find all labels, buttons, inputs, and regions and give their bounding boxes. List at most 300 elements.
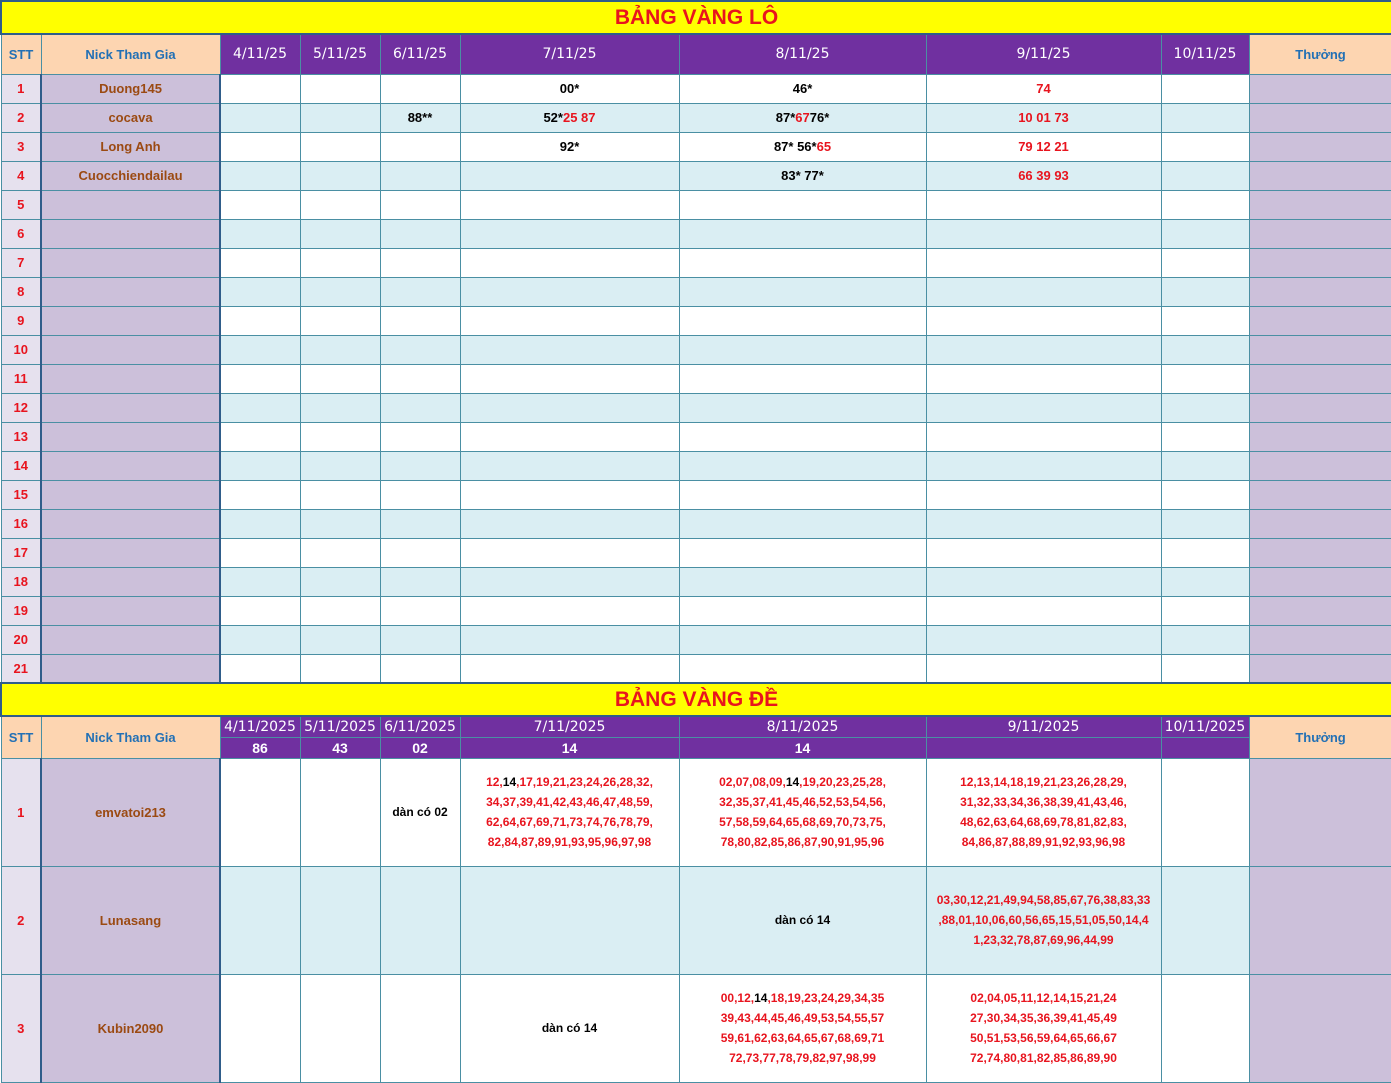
row-stt: 11	[1, 364, 41, 393]
date-cell	[220, 974, 300, 1082]
lo-header-date: 5/11/25	[300, 34, 380, 74]
cell-number-text: 87* 56*	[773, 139, 817, 154]
date-cell	[1161, 596, 1249, 625]
date-cell	[679, 654, 926, 683]
date-cell	[1161, 422, 1249, 451]
date-cell	[300, 335, 380, 364]
table-row	[1, 248, 1391, 277]
date-cell	[380, 103, 460, 132]
date-cell	[380, 866, 460, 974]
date-cell	[380, 974, 460, 1082]
date-cell	[460, 335, 679, 364]
cell-number-text: 59,61,62,63,64,65,67,68,69,71	[720, 1031, 885, 1045]
row-stt: 1	[1, 74, 41, 103]
row-thuong	[1249, 974, 1391, 1082]
date-cell	[460, 74, 679, 103]
date-cell	[679, 335, 926, 364]
cell-number-text: 84,86,87,88,89,91,92,93,96,98	[961, 835, 1126, 849]
date-cell	[926, 480, 1161, 509]
row-stt: 15	[1, 480, 41, 509]
row-thuong	[1249, 451, 1391, 480]
date-cell	[679, 538, 926, 567]
row-thuong	[1249, 625, 1391, 654]
lo-header-date: 9/11/25	[926, 34, 1161, 74]
date-cell	[679, 393, 926, 422]
date-cell	[926, 190, 1161, 219]
date-cell	[679, 480, 926, 509]
row-stt: 6	[1, 219, 41, 248]
cell-number-text: 39,43,44,45,46,49,53,54,55,57	[720, 1011, 885, 1025]
date-cell	[460, 866, 679, 974]
row-stt: 12	[1, 393, 41, 422]
date-cell	[380, 393, 460, 422]
date-cell	[679, 132, 926, 161]
cell-number-text: 02,07,08,09,	[719, 775, 786, 789]
date-cell	[679, 866, 926, 974]
bang-vang-de-table	[0, 682, 1391, 1083]
date-cell	[220, 538, 300, 567]
cell-number-text: 00,12,	[720, 991, 755, 1005]
row-thuong	[1249, 509, 1391, 538]
de-header-stt: STT	[1, 716, 41, 758]
date-cell	[460, 654, 679, 683]
lo-header-date: 8/11/25	[679, 34, 926, 74]
row-nick	[41, 335, 220, 364]
row-thuong	[1249, 335, 1391, 364]
date-cell	[460, 480, 679, 509]
row-thuong	[1249, 567, 1391, 596]
cell-number-text: 14	[502, 775, 517, 789]
date-cell	[1161, 364, 1249, 393]
date-cell	[380, 625, 460, 654]
date-cell	[300, 974, 380, 1082]
row-nick	[41, 480, 220, 509]
date-cell	[926, 974, 1161, 1082]
date-cell	[1161, 161, 1249, 190]
date-cell	[679, 306, 926, 335]
row-thuong	[1249, 219, 1391, 248]
date-cell	[380, 451, 460, 480]
date-cell	[380, 277, 460, 306]
row-nick	[41, 509, 220, 538]
table-row	[1, 654, 1391, 683]
row-thuong	[1249, 422, 1391, 451]
date-cell	[380, 538, 460, 567]
date-cell	[926, 538, 1161, 567]
date-cell	[300, 866, 380, 974]
row-nick	[41, 625, 220, 654]
date-cell	[380, 567, 460, 596]
cell-number-text: 34,37,39,41,42,43,46,47,48,59,	[486, 795, 653, 809]
table-row	[1, 596, 1391, 625]
cell-number-text: 87*	[775, 110, 796, 125]
de-result: 14	[460, 737, 679, 758]
date-cell	[1161, 277, 1249, 306]
date-cell	[380, 248, 460, 277]
cell-number-text: ,88,01,10,06,60,56,65,15,51,05,50,14,4	[938, 913, 1149, 927]
date-cell	[380, 161, 460, 190]
date-cell	[220, 219, 300, 248]
row-nick: Kubin2090	[41, 974, 220, 1082]
date-cell	[679, 509, 926, 538]
date-cell	[679, 625, 926, 654]
lo-header-date: 6/11/25	[380, 34, 460, 74]
date-cell	[300, 190, 380, 219]
date-cell	[679, 451, 926, 480]
cell-number-text: dàn có 14	[541, 1021, 598, 1035]
date-cell	[926, 422, 1161, 451]
row-stt: 1	[1, 758, 41, 866]
date-cell	[300, 758, 380, 866]
date-cell	[380, 596, 460, 625]
table-row	[1, 219, 1391, 248]
date-cell	[926, 132, 1161, 161]
row-stt: 16	[1, 509, 41, 538]
date-cell	[220, 451, 300, 480]
date-cell	[220, 567, 300, 596]
row-stt: 8	[1, 277, 41, 306]
table-row	[1, 190, 1391, 219]
date-cell	[679, 103, 926, 132]
date-cell	[460, 277, 679, 306]
cell-number-text: 76*	[809, 110, 830, 125]
date-cell	[220, 422, 300, 451]
date-cell	[380, 364, 460, 393]
date-cell	[679, 190, 926, 219]
date-cell	[300, 161, 380, 190]
de-header-date: 10/11/2025	[1161, 716, 1249, 737]
de-header-date: 8/11/2025	[679, 716, 926, 737]
cell-number-text: 92*	[559, 139, 580, 154]
table-row	[1, 277, 1391, 306]
date-cell	[300, 625, 380, 654]
date-cell	[926, 306, 1161, 335]
cell-number-text: 62,64,67,69,71,73,74,76,78,79,	[486, 815, 653, 829]
cell-number-text: 82,84,87,89,91,93,95,96,97,98	[487, 835, 652, 849]
date-cell	[460, 190, 679, 219]
date-cell	[300, 596, 380, 625]
table-row	[1, 306, 1391, 335]
date-cell	[300, 74, 380, 103]
cell-number-text: ,18,19,23,24,29,34,35	[767, 991, 885, 1005]
row-nick	[41, 306, 220, 335]
cell-number-text: 66 39 93	[1018, 168, 1069, 183]
row-thuong	[1249, 103, 1391, 132]
row-nick	[41, 393, 220, 422]
date-cell	[926, 758, 1161, 866]
date-cell	[460, 538, 679, 567]
de-title: BẢNG VÀNG ĐỀ	[1, 683, 1391, 716]
date-cell	[1161, 974, 1249, 1082]
date-cell	[220, 654, 300, 683]
date-cell	[460, 103, 679, 132]
date-cell	[220, 248, 300, 277]
date-cell	[926, 393, 1161, 422]
date-cell	[926, 654, 1161, 683]
date-cell	[460, 567, 679, 596]
cell-number-text: 57,58,59,64,65,68,69,70,73,75,	[719, 815, 886, 829]
row-nick	[41, 654, 220, 683]
date-cell	[1161, 866, 1249, 974]
row-nick	[41, 422, 220, 451]
date-cell	[300, 132, 380, 161]
row-nick	[41, 277, 220, 306]
date-cell	[300, 509, 380, 538]
date-cell	[679, 567, 926, 596]
lo-header-thuong: Thưởng	[1249, 34, 1391, 74]
row-thuong	[1249, 161, 1391, 190]
date-cell	[300, 422, 380, 451]
cell-number-text: 83* 77*	[781, 168, 824, 183]
date-cell	[926, 277, 1161, 306]
date-cell	[460, 509, 679, 538]
row-stt: 17	[1, 538, 41, 567]
de-header-date: 7/11/2025	[460, 716, 679, 737]
date-cell	[460, 364, 679, 393]
row-stt: 7	[1, 248, 41, 277]
date-cell	[460, 248, 679, 277]
row-stt: 13	[1, 422, 41, 451]
de-header-date: 5/11/2025	[300, 716, 380, 737]
row-thuong	[1249, 306, 1391, 335]
table-row	[1, 335, 1391, 364]
table-row	[1, 974, 1391, 1082]
date-cell	[220, 625, 300, 654]
cell-number-text: 74	[1036, 81, 1051, 96]
date-cell	[380, 190, 460, 219]
date-cell	[1161, 248, 1249, 277]
date-cell	[679, 596, 926, 625]
cell-number-text: 10 01 73	[1018, 110, 1069, 125]
cell-number-text: 1,23,32,78,87,69,96,44,99	[973, 933, 1114, 947]
date-cell	[1161, 335, 1249, 364]
table-row	[1, 451, 1391, 480]
row-thuong	[1249, 866, 1391, 974]
cell-number-text: 88**	[407, 110, 433, 125]
date-cell	[1161, 567, 1249, 596]
row-stt: 21	[1, 654, 41, 683]
date-cell	[1161, 625, 1249, 654]
date-cell	[380, 335, 460, 364]
table-row	[1, 758, 1391, 866]
row-stt: 5	[1, 190, 41, 219]
date-cell	[300, 277, 380, 306]
date-cell	[926, 625, 1161, 654]
row-stt: 10	[1, 335, 41, 364]
row-nick	[41, 538, 220, 567]
de-header-date: 9/11/2025	[926, 716, 1161, 737]
date-cell	[926, 103, 1161, 132]
date-cell	[1161, 451, 1249, 480]
date-cell	[679, 422, 926, 451]
de-result: 14	[679, 737, 926, 758]
date-cell	[460, 625, 679, 654]
date-cell	[679, 219, 926, 248]
lo-header-date: 10/11/25	[1161, 34, 1249, 74]
date-cell	[926, 74, 1161, 103]
row-thuong	[1249, 248, 1391, 277]
date-cell	[460, 132, 679, 161]
date-cell	[220, 335, 300, 364]
row-thuong	[1249, 480, 1391, 509]
row-thuong	[1249, 277, 1391, 306]
table-row	[1, 509, 1391, 538]
date-cell	[460, 393, 679, 422]
de-header-date: 4/11/2025	[220, 716, 300, 737]
date-cell	[460, 974, 679, 1082]
cell-number-text: 48,62,63,64,68,69,78,81,82,83,	[960, 815, 1127, 829]
cell-number-text: 02,04,05,11,12,14,15,21,24	[970, 991, 1117, 1005]
date-cell	[300, 538, 380, 567]
date-cell	[220, 132, 300, 161]
date-cell	[460, 596, 679, 625]
cell-number-text: 72,74,80,81,82,85,86,89,90	[970, 1051, 1117, 1065]
row-nick: cocava	[41, 103, 220, 132]
date-cell	[679, 974, 926, 1082]
row-stt: 14	[1, 451, 41, 480]
date-cell	[679, 758, 926, 866]
row-stt: 2	[1, 103, 41, 132]
date-cell	[220, 306, 300, 335]
row-nick	[41, 567, 220, 596]
date-cell	[1161, 219, 1249, 248]
date-cell	[300, 654, 380, 683]
date-cell	[220, 758, 300, 866]
row-thuong	[1249, 364, 1391, 393]
row-stt: 3	[1, 974, 41, 1082]
date-cell	[220, 393, 300, 422]
date-cell	[679, 161, 926, 190]
row-nick	[41, 219, 220, 248]
date-cell	[460, 306, 679, 335]
row-stt: 20	[1, 625, 41, 654]
cell-number-text: 14	[785, 775, 800, 789]
cell-number-text: 12,13,14,18,19,21,23,26,28,29,	[960, 775, 1127, 789]
row-stt: 4	[1, 161, 41, 190]
date-cell	[1161, 758, 1249, 866]
date-cell	[1161, 74, 1249, 103]
de-header-thuong: Thưởng	[1249, 716, 1391, 758]
lo-header-nick: Nick Tham Gia	[41, 34, 220, 74]
de-result: 43	[300, 737, 380, 758]
date-cell	[220, 480, 300, 509]
date-cell	[1161, 393, 1249, 422]
date-cell	[220, 161, 300, 190]
cell-number-text: 50,51,53,56,59,64,65,66,67	[970, 1031, 1117, 1045]
date-cell	[220, 866, 300, 974]
date-cell	[1161, 306, 1249, 335]
date-cell	[460, 758, 679, 866]
lo-header-date: 7/11/25	[460, 34, 679, 74]
date-cell	[300, 219, 380, 248]
cell-number-text: ,17,19,21,23,24,26,28,32,	[516, 775, 653, 789]
de-result	[926, 737, 1161, 758]
date-cell	[460, 451, 679, 480]
de-result	[1161, 737, 1249, 758]
date-cell	[220, 277, 300, 306]
date-cell	[1161, 654, 1249, 683]
row-stt: 18	[1, 567, 41, 596]
date-cell	[1161, 509, 1249, 538]
cell-number-text: 14	[754, 991, 768, 1005]
date-cell	[220, 364, 300, 393]
lo-title: BẢNG VÀNG LÔ	[1, 1, 1391, 34]
cell-number-text: 65	[816, 139, 832, 154]
date-cell	[300, 103, 380, 132]
row-nick	[41, 451, 220, 480]
row-nick: Long Anh	[41, 132, 220, 161]
date-cell	[300, 306, 380, 335]
date-cell	[679, 277, 926, 306]
date-cell	[220, 74, 300, 103]
cell-number-text: ,19,20,23,25,28,	[799, 775, 886, 789]
table-row	[1, 480, 1391, 509]
date-cell	[380, 132, 460, 161]
date-cell	[300, 364, 380, 393]
date-cell	[926, 567, 1161, 596]
date-cell	[300, 567, 380, 596]
date-cell	[1161, 480, 1249, 509]
table-row	[1, 422, 1391, 451]
date-cell	[300, 451, 380, 480]
date-cell	[926, 161, 1161, 190]
cell-number-text: 25 87	[562, 110, 596, 125]
date-cell	[380, 74, 460, 103]
date-cell	[300, 248, 380, 277]
lo-header-stt: STT	[1, 34, 41, 74]
row-thuong	[1249, 132, 1391, 161]
table-row	[1, 103, 1391, 132]
date-cell	[926, 248, 1161, 277]
date-cell	[220, 190, 300, 219]
row-thuong	[1249, 654, 1391, 683]
row-thuong	[1249, 393, 1391, 422]
row-nick: Duong145	[41, 74, 220, 103]
date-cell	[926, 596, 1161, 625]
cell-number-text: 72,73,77,78,79,82,97,98,99	[729, 1051, 876, 1065]
table-row	[1, 161, 1391, 190]
de-header-nick: Nick Tham Gia	[41, 716, 220, 758]
lo-header-date: 4/11/25	[220, 34, 300, 74]
row-stt: 3	[1, 132, 41, 161]
date-cell	[380, 654, 460, 683]
row-thuong	[1249, 596, 1391, 625]
row-thuong	[1249, 538, 1391, 567]
row-nick	[41, 190, 220, 219]
date-cell	[679, 74, 926, 103]
date-cell	[926, 866, 1161, 974]
row-stt: 19	[1, 596, 41, 625]
date-cell	[1161, 190, 1249, 219]
row-thuong	[1249, 74, 1391, 103]
date-cell	[926, 335, 1161, 364]
row-thuong	[1249, 758, 1391, 866]
cell-number-text: 79 12 21	[1018, 139, 1069, 154]
date-cell	[1161, 132, 1249, 161]
row-nick: emvatoi213	[41, 758, 220, 866]
date-cell	[380, 422, 460, 451]
row-nick: Cuocchiendailau	[41, 161, 220, 190]
date-cell	[1161, 538, 1249, 567]
de-result: 02	[380, 737, 460, 758]
date-cell	[300, 480, 380, 509]
date-cell	[679, 248, 926, 277]
table-row	[1, 74, 1391, 103]
date-cell	[460, 219, 679, 248]
row-thuong	[1249, 190, 1391, 219]
row-nick	[41, 364, 220, 393]
cell-number-text: 00*	[559, 81, 580, 96]
